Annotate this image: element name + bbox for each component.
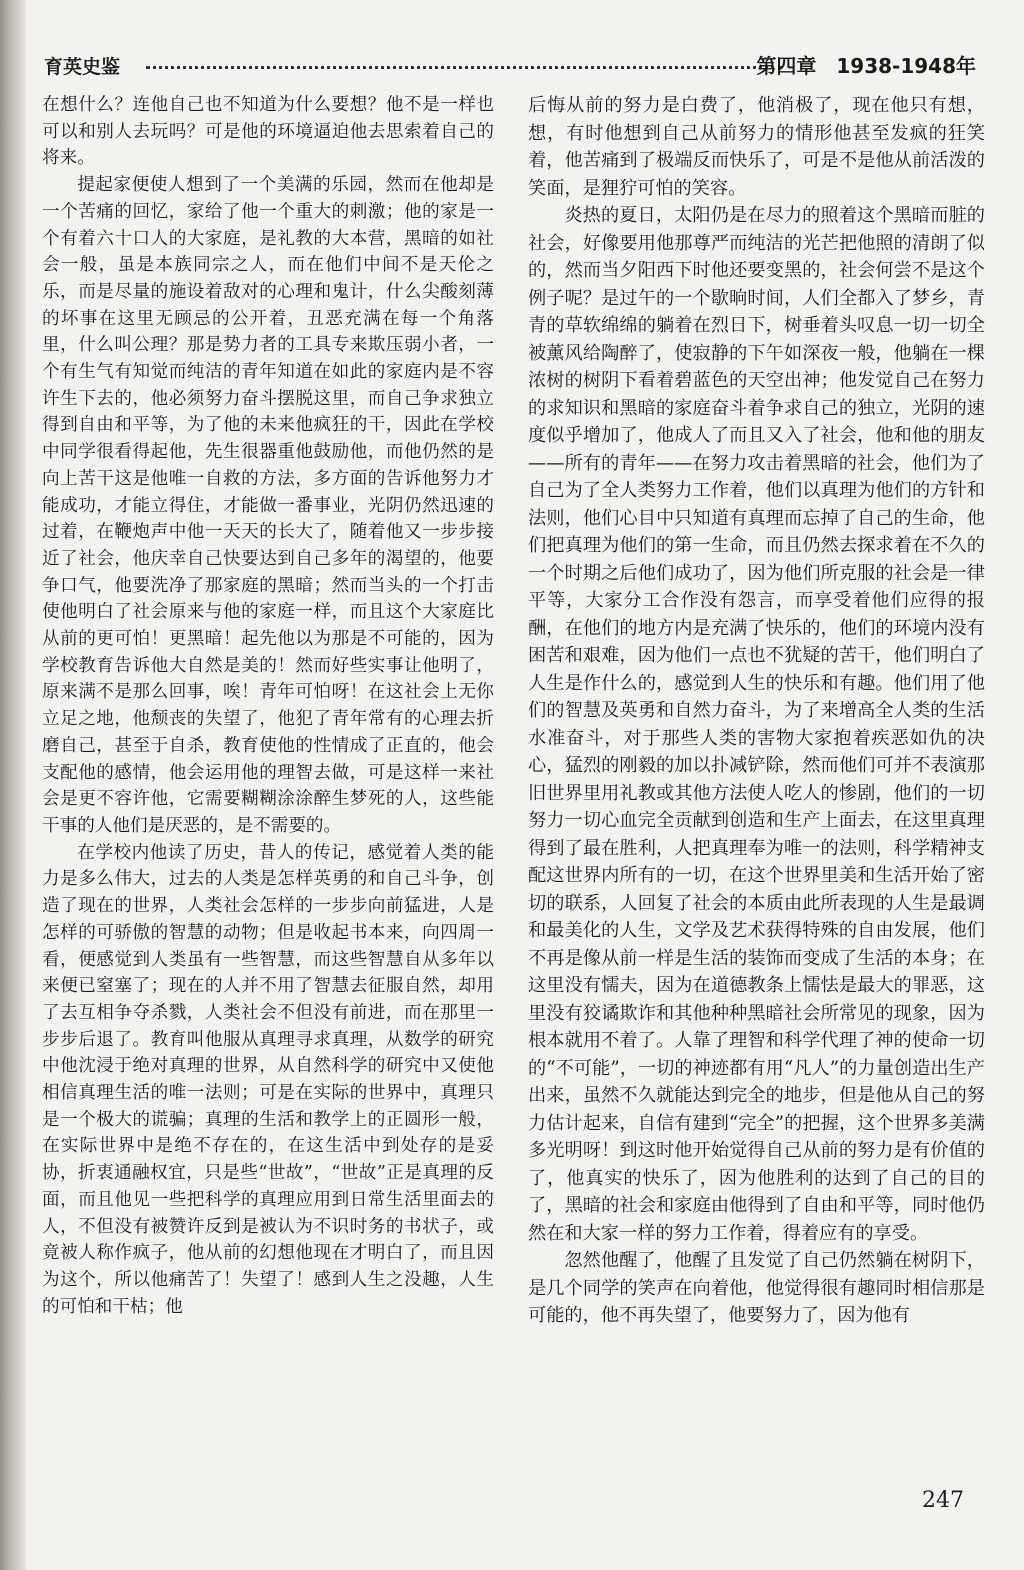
right-column: [528, 92, 985, 1330]
paragraph: 炎热的夏日，太阳仍是在尽力的照着这个黑暗而脏的社会，好像要用他那尊严而纯洁的光芒把他照的清朗了似的，然而当夕阳西下时他还要变黑的，社会何尝不是这个例子呢？是过午的一个歇晌时间，人们全都入了梦乡，青青的草软绵绵的躺着在烈日下，树垂着头叹息一切一切全被薰风给陶醉了，使寂静的下午如深夜一般，他躺在一棵浓树的树阴下看着碧蓝色的天空出神；他发觉自己在努力的求知识和黑暗的家庭奋斗着争求自己的独立，光阴的速度似乎增加了，他成人了而且又入了社会，他和他的朋友——所有的青年——在努力攻击着黑暗的社会，他们为了自己为了全人类努力工作着，他们以真理为他们的方针和法则，他们心目中只知道有真理而忘掉了自己的生命，他们把真理为他们的第一生命，而且仍然去探求着在不久的一个时期之后他们成功了，因为他们所克服的社会是一律平等，大家分工合作没有怨言，而享受着他们应得的报酬，在他们的地方内是充满了快乐的，他们的环境内没有困苦和艰难，因为他们一点也不犹疑的苦干，他们明白了人生是作什么的，感觉到人生的快乐和有趣。他们用了他们的智慧及英勇和自然力奋斗，为了来增高全人类的生活水准奋斗，对于那些人类的害物大家抱着疾恶如仇的决心，猛烈的刚毅的加以扑减铲除，然而他们可并不表演那旧世界里用礼教或其他方法使人吃人的惨剧，他们的一切努力一切心血完全贡献到创造和生产上面去，在这里真理得到了最在胜利，人把真理奉为唯一的法则，科学精神支配这世界内所有的一切，在这个世界里美和生活开始了密切的联系，人回复了社会的本质由此所表现的人生是最调和最美化的人生，文学及艺术获得特殊的自由发展，他们不再是像从前一样是生活的装饰而变成了生活的本身；在这里没有懦夫，因为在道德教条上懦怯是最大的罪恶，这里没有狡谲欺诈和其他种种黑暗社会所常见的现象，因为根本就用不着了。人靠了理智和科学代理了神的使命一切的“不可能”，一切的神迹都有用“凡人”的力量创造出生产出来，虽然不久就能达到完全的地步，但是他从自己的努力估计起来，自信有建到“完全”的把握，这个世界多美满多光明呀！到这时他开始觉得自己从前的努力是有价值的了，他真实的快乐了，因为他胜利的达到了自己的目的了，黑暗的社会和家庭由他得到了自由和平等，同时他仍然在和大家一样的努力工作着，得着应有的享受。: [528, 205, 985, 1244]
book-spine-shadow: [0, 0, 26, 1570]
paragraph: 在学校内他读了历史，昔人的传记，感觉着人类的能力是多么伟大，过去的人类是怎样英勇的和自己斗争，创造了现在的世界，人类社会怎样的一步步向前猛进，人是怎样的可骄傲的智慧的动物；但是收起书本来，向四周一看，便感觉到人类虽有一些智慧，而这些智慧自从多年以来便已窒塞了；现在的人并不用了智慧去征服自然，却用了去互相争夺杀戮，人类社会不但没有前进，而在那里一步步后退了。教育叫他服从真理寻求真理，从数学的研究中他沈浸于绝对真理的世界，从自然科学的研究中又使他相信真理生活的唯一法则；可是在实际的世界中，真理只是一个极大的谎骗；真理的生活和教学上的正圆形一般，在实际世界中是绝不存在的，在这生活中到处存的是妥协，折衷通融权宜，只是些“世故”，“世故”正是真理的反面，而且他见一些把科学的真理应用到日常生活里面去的人，不但没有被赞许反到是被认为不识时务的书状子，或竟被人称作疯子，他从前的幻想他现在才明白了，而且因为这个，所以他痛苦了！失望了！感到人生之没趣，人生的可怕和干枯；他: [42, 842, 494, 1317]
paragraph: 忽然他醒了，他醒了且发觉了自己仍然躺在树阴下，是几个同学的笑声在向着他，他觉得很有趣同时相信那是可能的，他不再失望了，他要努力了，因为他有: [528, 1250, 985, 1326]
running-header: [44, 52, 984, 82]
left-column: [42, 92, 494, 1320]
book-title: 育英史鉴: [44, 56, 121, 78]
paragraph: 后悔从前的努力是白费了，他消极了，现在他只有想，想，有时他想到自己从前努力的情形他甚至发疯的狂笑着，他苦痛到了极端反而快乐了，可是不是他从前活泼的笑面，是狸狞可怕的笑容。: [528, 95, 985, 199]
page-number: 247: [922, 1488, 964, 1513]
paragraph: 提起家便使人想到了一个美满的乐园，然而在他却是一个苦痛的回忆，家给了他一个重大的刺激；他的家是一个有着六十口人的大家庭，是礼教的大本营，黑暗的如社会一般，虽是本族同宗之人，而在他们中间不是天伦之乐，而是尽量的施设着敌对的心理和鬼计，什么尖酸刻薄的坏事在这里无顾忌的公开着，丑恶充满在每一个角落里，什么叫公理？那是势力者的工具专来欺压弱小者，一个有生气有知觉而纯洁的青年知道在如此的家庭内是不容许生下去的，他必须努力奋斗摆脱这里，而自己争求独立得到自由和平等，为了他的未来他疯狂的干，因此在学校中同学很看得起他，先生很器重他鼓励他，而他仍然的是向上苦干这是他唯一自救的方法，多方面的告诉他努力才能成功，才能立得住，才能做一番事业，光阴仍然迅速的过着，在鞭炮声中他一天天的长大了，随着他又一步步接近了社会，他庆幸自己快要达到自己多年的渴望的，他要争口气，他要洗净了那家庭的黑暗；然而当头的一个打击使他明白了社会原来与他的家庭一样，而且这个大家庭比从前的更可怕！更黑暗！起先他以为那是不可能的，因为学校教育告诉他大自然是美的！然而好些实事让他明了，原来满不是那么回事，唉！青年可怕呀！在这社会上无你立足之地，他颓丧的失望了，他犯了青年常有的心理去折磨自己，甚至于自杀，教育使他的性情成了正直的，他会支配他的感情，他会运用他的理智去做，可是这样一来社会是更不容许他，它需要糊糊涂涂醉生梦死的人，这些能干事的人他们是厌恶的，是不需要的。: [42, 175, 494, 836]
chapter-title: 第四章 1938-1948年: [756, 54, 976, 78]
paragraph: 在想什么？连他自己也不知道为什么要想？他不是一样也可以和别人去玩吗？可是他的环境逼迫他去思索着自己的将来。: [42, 95, 494, 169]
header-dotted-rule: [146, 66, 782, 69]
